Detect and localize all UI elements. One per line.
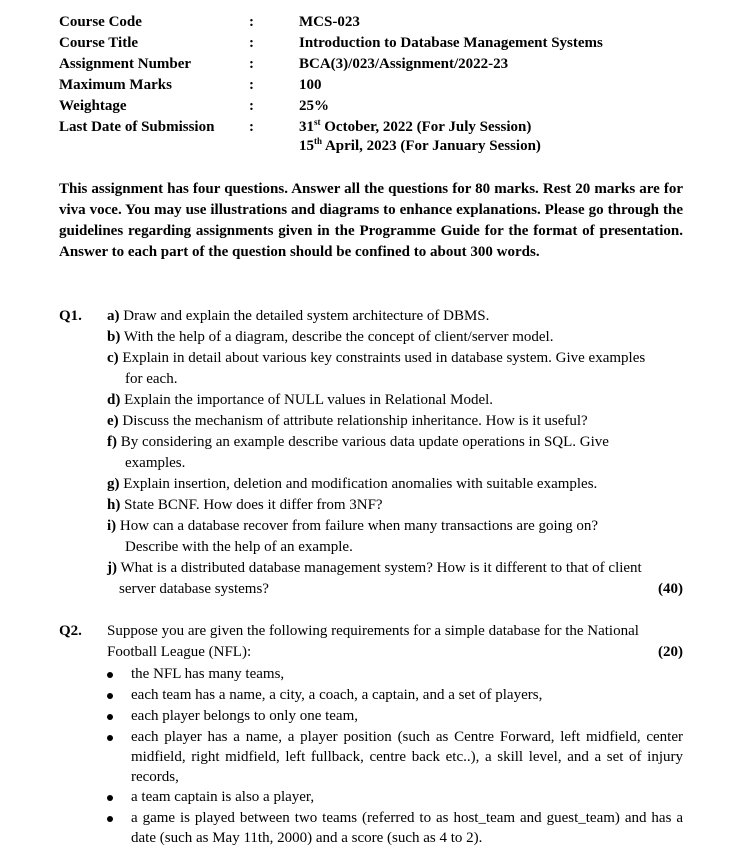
q2-intro-line2: Football League (NFL): (20) bbox=[107, 642, 683, 663]
info-value: 25% bbox=[299, 98, 329, 114]
info-value: BCA(3)/023/Assignment/2022-23 bbox=[299, 56, 509, 72]
bullet-dot-icon bbox=[107, 795, 113, 801]
info-value-january: 15th April, 2023 (For January Session) bbox=[299, 136, 541, 154]
q2-bullet: the NFL has many teams, bbox=[107, 664, 683, 685]
q1-body bbox=[107, 306, 683, 600]
bullet-dot-icon bbox=[107, 816, 113, 822]
info-colon: : bbox=[249, 119, 254, 135]
info-label: Maximum Marks bbox=[59, 77, 172, 93]
info-row-assignment-number bbox=[59, 54, 699, 75]
q2-intro-line1: Suppose you are given the following requirements for a simple database for the National bbox=[107, 623, 639, 639]
info-colon: : bbox=[249, 14, 254, 30]
q2-bullet: a game is played between two teams (referred to as host_team and guest_team) and has a date (such as May 11th, 2000) and a score (such as 4 to 2). bbox=[107, 808, 683, 848]
info-row-course-title bbox=[59, 33, 699, 54]
info-row-course-code bbox=[59, 12, 699, 33]
q1-item-b: b) With the help of a diagram, describe the concept of client/server model. bbox=[107, 329, 554, 345]
q2-intro bbox=[107, 621, 683, 663]
bullet-dot-icon bbox=[107, 693, 113, 699]
info-label: Assignment Number bbox=[59, 56, 192, 72]
info-value: Introduction to Database Management Systems bbox=[299, 35, 603, 51]
info-label: Weightage bbox=[59, 98, 127, 114]
q2-bullet: a team captain is also a player, bbox=[107, 787, 683, 808]
q1-item-j: j) What is a distributed database management system? How is it different to that of client server database systems? (40) bbox=[107, 558, 683, 600]
info-colon: : bbox=[249, 35, 254, 51]
info-value: MCS-023 bbox=[299, 14, 360, 30]
info-value: 100 bbox=[299, 77, 322, 93]
info-label: Course Code bbox=[59, 14, 142, 30]
q1-item-h: h) State BCNF. How does it differ from 3NF? bbox=[107, 497, 383, 513]
q1-item-f: f) By considering an example describe various data update operations in SQL. Give examples. bbox=[107, 434, 609, 471]
q1-item-e: e) Discuss the mechanism of attribute relationship inheritance. How is it useful? bbox=[107, 413, 588, 429]
q2-bullet-list bbox=[107, 664, 683, 848]
q1-label: Q1. bbox=[59, 308, 82, 324]
q2-bullet: each team has a name, a city, a coach, a captain, and a set of players, bbox=[107, 685, 683, 706]
info-value-july: 31st October, 2022 (For July Session) bbox=[299, 117, 532, 135]
q1-item-c: c) Explain in detail about various key constraints used in database system. Give examples for each. bbox=[107, 350, 646, 387]
q2-bullet: each player has a name, a player position (such as Centre Forward, left midfield, center midfield, right midfield, left fullback, centre back etc..), a skill level, and a set of injury records, bbox=[107, 727, 683, 787]
info-row-maximum-marks bbox=[59, 75, 699, 96]
q1-item-a: a) Draw and explain the detailed system architecture of DBMS. bbox=[107, 308, 490, 324]
q1-item-g: g) Explain insertion, deletion and modification anomalies with suitable examples. bbox=[107, 476, 598, 492]
info-row-weightage bbox=[59, 96, 699, 117]
info-label: Last Date of Submission bbox=[59, 119, 215, 135]
info-row-last-date bbox=[59, 117, 699, 159]
info-label: Course Title bbox=[59, 35, 139, 51]
info-colon: : bbox=[249, 98, 254, 114]
q1-marks: (40) bbox=[658, 581, 683, 597]
q2-bullet: each player belongs to only one team, bbox=[107, 706, 683, 727]
bullet-dot-icon bbox=[107, 672, 113, 678]
info-colon: : bbox=[249, 77, 254, 93]
intro-paragraph: This assignment has four questions. Answer all the questions for 80 marks. Rest 20 marks are for viva voce. You may use illustrations and diagrams to enhance explanations. Please go through the guidelines regarding assignments given in the Programme Guide for the format of presentation. Answer to each part of the question should be confined to about 300 words. bbox=[59, 181, 683, 260]
bullet-dot-icon bbox=[107, 735, 113, 741]
q2-marks: (20) bbox=[658, 644, 683, 660]
q1-item-d: d) Explain the importance of NULL values in Relational Model. bbox=[107, 392, 494, 408]
q2-label: Q2. bbox=[59, 623, 82, 639]
bullet-dot-icon bbox=[107, 714, 113, 720]
q1-item-i: i) How can a database recover from failure when many transactions are going on? Describe with the help of an example. bbox=[107, 518, 599, 555]
info-colon: : bbox=[249, 56, 254, 72]
